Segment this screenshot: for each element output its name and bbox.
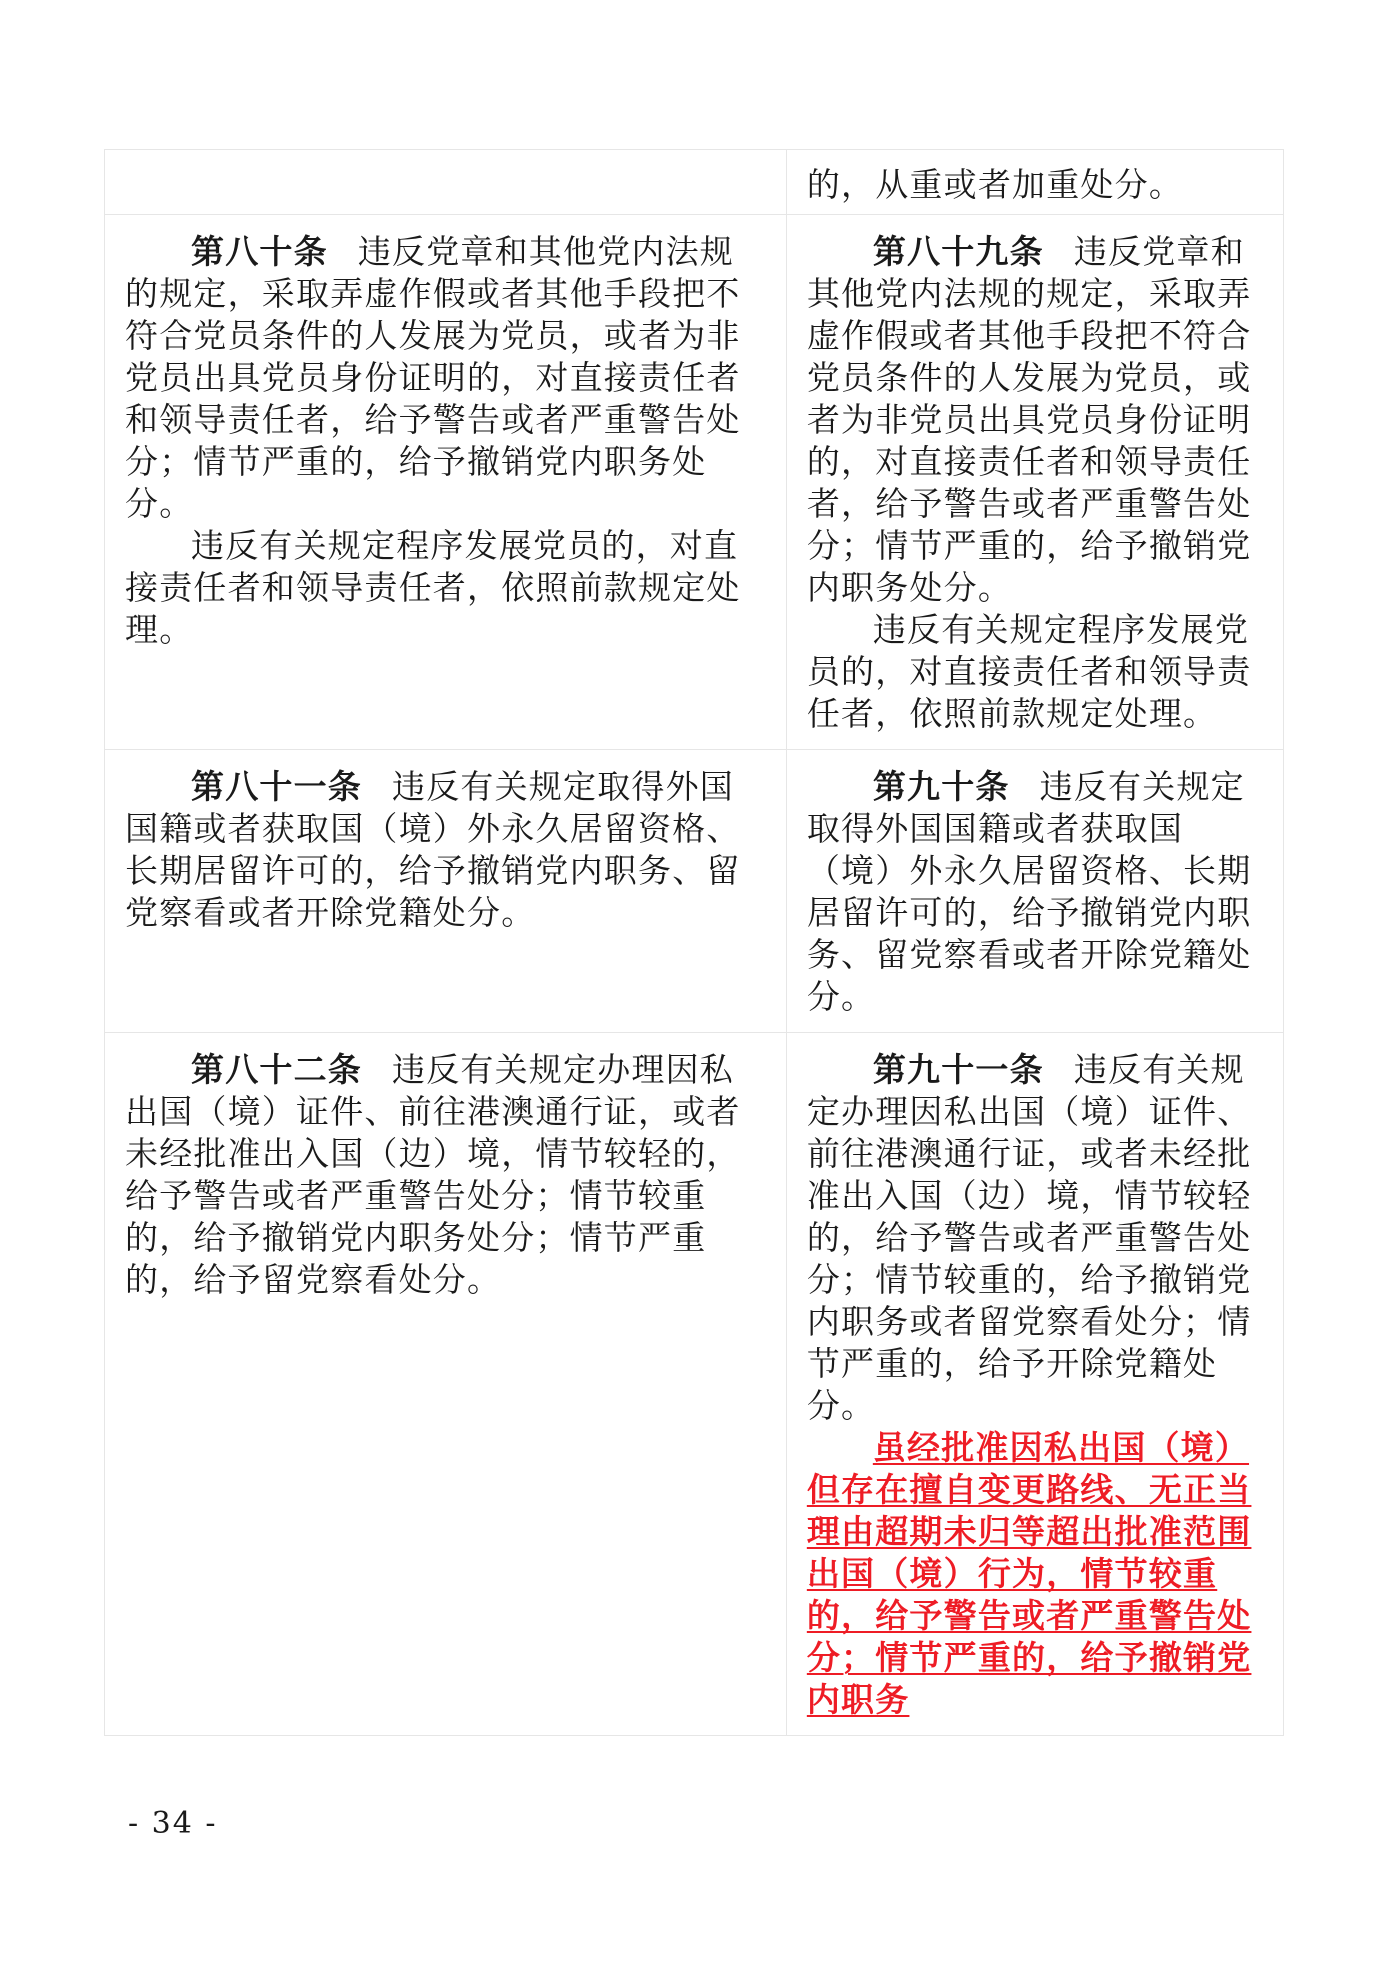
- paragraph-text: 违反有关规定取得外国国籍或者获取国（境）外永久居留资格、长期居留许可的，给予撤销党内职务、留党察看或者开除党籍处分。: [806, 767, 1252, 1016]
- article-number: 第八十条: [191, 232, 328, 271]
- table-row: [105, 150, 1284, 215]
- paragraph: 违反有关规定程序发展党员的，对直接责任者和领导责任者，依照前款规定处理。: [125, 526, 741, 649]
- page-number: - 34 -: [128, 1806, 218, 1841]
- paragraph: [807, 1049, 1263, 1427]
- highlighted-amendment: 虽经批准因私出国（境）但存在擅自变更路线、无正当理由超期未归等超出批准范围出国（境）行为，情节较重的，给予警告或者严重警告处分；情节严重的，给予撤销党内职务: [806, 1428, 1252, 1719]
- paragraph: [125, 766, 766, 934]
- table-row: [105, 750, 1284, 1033]
- paragraph: 违反有关规定程序发展党员的，对直接责任者和领导责任者，依照前款规定处理。: [806, 610, 1252, 733]
- article-number: 第八十九条: [872, 232, 1044, 271]
- right-cell: [786, 750, 1283, 1033]
- paragraph-text: 违反有关规定办理因私出国（境）证件、前往港澳通行证，或者未经批准出入国（边）境，情节较轻的，给予警告或者严重警告处分；情节较重的，给予撤销党内职务处分；情节严重的，给予留党察看处分。: [125, 1050, 741, 1299]
- comparison-table: [104, 149, 1284, 1736]
- left-cell: [105, 750, 787, 1033]
- article-number: 第八十一条: [191, 767, 362, 806]
- article-number: 第九十条: [872, 767, 1010, 806]
- right-cell: [786, 1033, 1283, 1736]
- paragraph-text: 违反有关规定取得外国国籍或者获取国（境）外永久居留资格、长期居留许可的，给予撤销党内职务、留党察看或者开除党籍处分。: [125, 767, 741, 932]
- paragraph: [807, 231, 1263, 609]
- paragraph-text: 违反有关规定办理因私出国（境）证件、前往港澳通行证，或者未经批准出入国（边）境，情节较轻的，给予警告或者严重警告处分；情节较重的，给予撤销党内职务或者留党察看处分；情节严重的，给予开除党籍处分。: [806, 1050, 1252, 1425]
- article-number: 第八十二条: [191, 1050, 362, 1089]
- paragraph: [807, 766, 1263, 1018]
- right-cell: [786, 150, 1283, 215]
- left-cell: [105, 150, 787, 215]
- left-cell: [105, 1033, 787, 1736]
- table-row: [105, 215, 1284, 750]
- article-number: 第九十一条: [872, 1050, 1044, 1089]
- right-cell: [786, 215, 1283, 750]
- paragraph: [125, 1049, 766, 1301]
- paragraph-text: 违反党章和其他党内法规的规定，采取弄虚作假或者其他手段把不符合党员条件的人发展为党员，或者为非党员出具党员身份证明的，对直接责任者和领导责任者，给予警告或者严重警告处分；情节严重的，给予撤销党内职务处分。: [125, 232, 741, 523]
- table-row: [105, 1033, 1284, 1736]
- left-cell: [105, 215, 787, 750]
- paragraph: [125, 231, 766, 525]
- paragraph: 的，从重或者加重处分。: [806, 165, 1184, 204]
- paragraph-text: 违反党章和其他党内法规的规定，采取弄虚作假或者其他手段把不符合党员条件的人发展为党员，或者为非党员出具党员身份证明的，对直接责任者和领导责任者，给予警告或者严重警告处分；情节严重的，给予撤销党内职务处分。: [806, 232, 1252, 607]
